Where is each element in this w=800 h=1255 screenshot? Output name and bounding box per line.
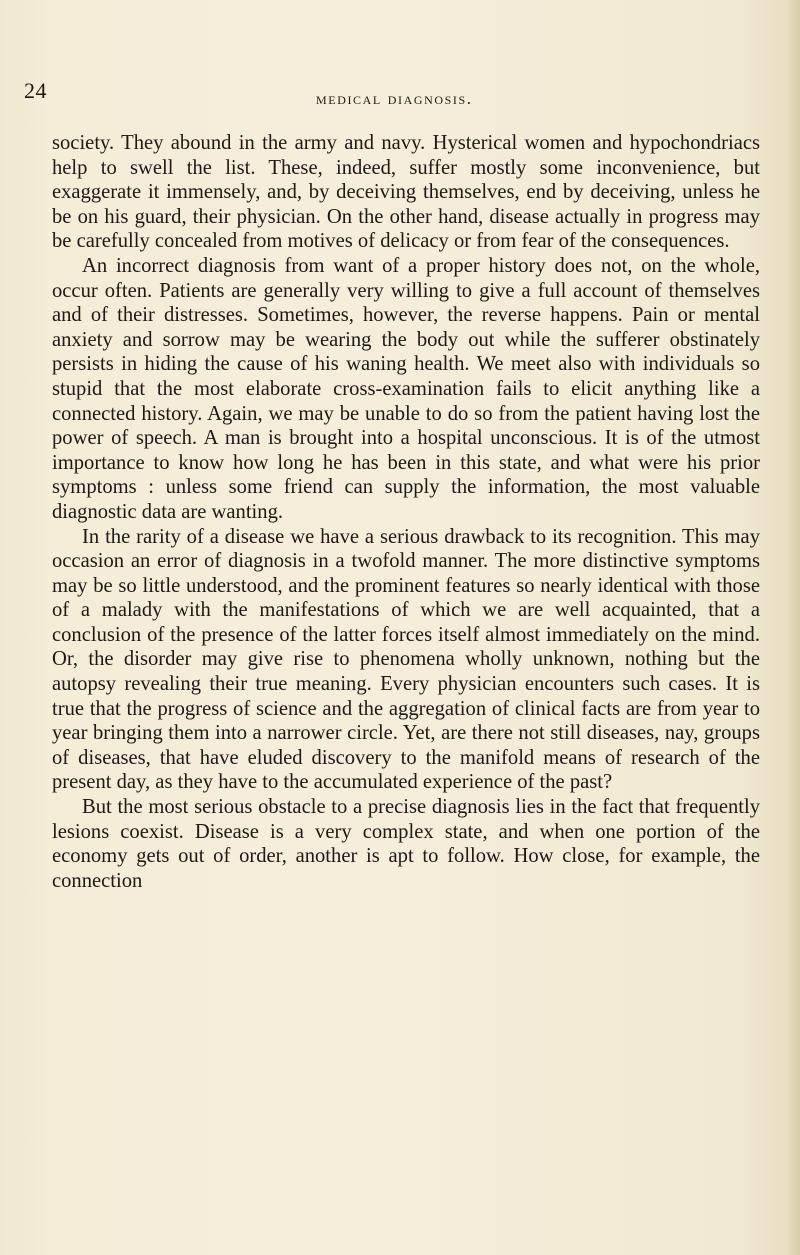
page-number: 24 — [24, 78, 47, 103]
running-head: medical diagnosis. — [316, 89, 473, 108]
paragraph-incorrect-diagnosis: An incorrect diagnosis from want of a proper history does not, on the whole, occur often. Patients are generally very willing to give a full account of themselves and of their distresses. Sometimes, however, the reverse happens. Pain or mental anxiety and sorrow may be wearing the body out while the sufferer obstinately persists in hiding the cause of his waning health. We meet also with individuals so stupid that the most elaborate cross-examination fails to elicit anything like a connected history. Again, we may be unable to do so from the patient having lost the power of speech. A man is brought into a hospital unconscious. It is of the utmost importance to know how long he has been in this state, and what were his prior symptoms : unless some friend can supply the information, the most valuable diagnostic data are wanting. — [52, 254, 760, 523]
paragraph-rarity-of-disease: In the rarity of a disease we have a serious drawback to its recognition. This may occasion an error of diagnosis in a twofold manner. The more distinctive symptoms may be so little understood, and the prominent features so nearly identical with those of a malady with the manifestations of which we are well acquainted, that a conclusion of the presence of the latter forces itself almost immediately on the mind. Or, the disorder may give rise to phenomena wholly unknown, nothing but the autopsy revealing their true meaning. Every physician encounters such cases. It is true that the progress of science and the aggregation of clinical facts are from year to year bringing them into a narrower circle. Yet, are there not still diseases, nay, groups of diseases, that have eluded discovery to the manifold means of research of the present day, as they have to the accumulated experience of the past? — [52, 525, 760, 794]
body-text — [52, 131, 760, 893]
paragraph-coexisting-lesions: But the most serious obstacle to a precise diagnosis lies in the fact that frequently lesions coexist. Disease is a very complex state, and when one portion of the economy gets out of order, another is apt to follow. How close, for example, the connection — [52, 796, 760, 892]
page-edge-shadow — [786, 0, 800, 1255]
paragraph-continuation: society. They abound in the army and navy. Hysterical women and hypochondriacs help to swell the list. These, indeed, suffer mostly some inconvenience, but exaggerate it immensely, and, by deceiving themselves, end by deceiving, unless he be on his guard, their physician. On the other hand, disease actually in progress may be carefully concealed from motives of delicacy or from fear of the consequences. — [52, 132, 760, 253]
